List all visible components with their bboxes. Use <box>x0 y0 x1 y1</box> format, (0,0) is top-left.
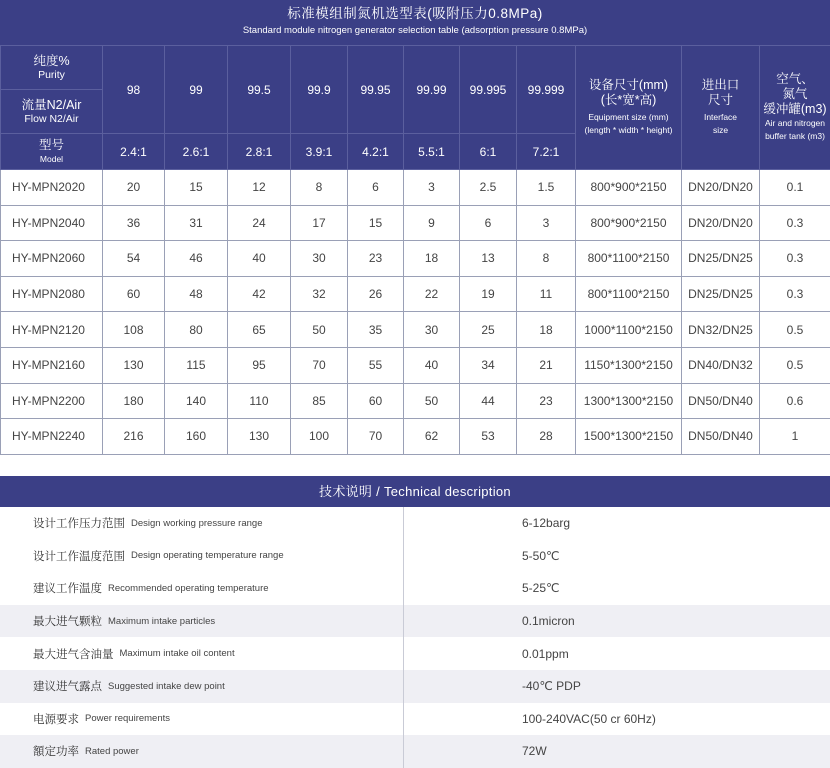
flow-header-cell <box>1 90 103 134</box>
interface-label-cn: 进出口 <box>701 78 740 92</box>
size-cell: 1000*1100*2150 <box>576 312 682 348</box>
flow-cell: 130 <box>228 419 291 455</box>
interface-cell: DN50/DN40 <box>682 419 760 455</box>
flow-cell: 216 <box>103 419 165 455</box>
flow-cell: 13 <box>460 241 517 277</box>
interface-label-en: Interface <box>703 112 738 122</box>
ratio-cell: 2.4:1 <box>103 134 165 170</box>
interface-label-cn-2: 尺寸 <box>707 93 733 107</box>
ratio-cell: 5.5:1 <box>404 134 460 170</box>
model-label-en: Model <box>39 153 64 164</box>
spec-value: 6-12barg <box>522 516 571 531</box>
flow-cell: 42 <box>228 276 291 312</box>
size-label-en: Equipment size (mm) <box>588 112 669 122</box>
flow-cell: 54 <box>103 241 165 277</box>
tank-label-cn-2: 氮气 <box>782 87 808 101</box>
flow-cell: 1.5 <box>517 170 576 206</box>
flow-cell: 110 <box>228 383 291 419</box>
flow-cell: 6 <box>348 170 404 206</box>
ratio-cell: 7.2:1 <box>517 134 576 170</box>
flow-cell: 60 <box>103 276 165 312</box>
flow-cell: 60 <box>348 383 404 419</box>
flow-cell: 180 <box>103 383 165 419</box>
technical-description-heading: 技术说明 / Technical description <box>0 476 830 507</box>
table-row <box>1 241 830 277</box>
flow-cell: 31 <box>165 205 228 241</box>
flow-cell: 115 <box>165 347 228 383</box>
flow-cell: 160 <box>165 419 228 455</box>
model-cell: HY-MPN2080 <box>1 276 103 312</box>
flow-cell: 21 <box>517 347 576 383</box>
spec-label-cn: 建议进气露点 <box>33 681 102 694</box>
tank-cell: 0.6 <box>760 383 830 419</box>
spec-label-cn: 額定功率 <box>33 746 79 759</box>
tank-label-cn: 空气、 <box>776 72 814 86</box>
spec-value: 5-25℃ <box>522 581 560 596</box>
tank-cell: 0.5 <box>760 347 830 383</box>
ratio-cell: 3.9:1 <box>291 134 348 170</box>
flow-cell: 100 <box>291 419 348 455</box>
model-cell: HY-MPN2160 <box>1 347 103 383</box>
spec-label-en: Design operating temperature range <box>131 550 284 562</box>
interface-cell: DN20/DN20 <box>682 170 760 206</box>
table-row <box>1 312 830 348</box>
interface-cell: DN40/DN32 <box>682 347 760 383</box>
spec-row <box>0 540 830 573</box>
purity-header-cell <box>1 46 103 90</box>
purity-col-header: 99.95 <box>348 46 404 134</box>
flow-cell: 6 <box>460 205 517 241</box>
model-header-cell <box>1 134 103 170</box>
purity-col-header: 99.995 <box>460 46 517 134</box>
flow-cell: 30 <box>404 312 460 348</box>
size-cell: 1150*1300*2150 <box>576 347 682 383</box>
flow-cell: 108 <box>103 312 165 348</box>
purity-col-header: 99.99 <box>404 46 460 134</box>
flow-cell: 9 <box>404 205 460 241</box>
flow-label-en: Flow N2/Air <box>24 112 79 125</box>
spec-label-cn: 电源要求 <box>33 713 79 726</box>
flow-cell: 65 <box>228 312 291 348</box>
table-title-cn: 标准模组制氮机选型表(吸附压力0.8MPa) <box>287 6 543 21</box>
model-label-cn: 型号 <box>38 137 64 152</box>
interface-cell: DN25/DN25 <box>682 241 760 277</box>
model-cell: HY-MPN2020 <box>1 170 103 206</box>
purity-label-cn: 纯度% <box>33 53 70 68</box>
flow-cell: 23 <box>348 241 404 277</box>
spec-row <box>0 572 830 605</box>
flow-cell: 23 <box>517 383 576 419</box>
size-label-cn-dims: (长*宽*高) <box>600 93 657 107</box>
tank-cell: 0.1 <box>760 170 830 206</box>
purity-col-header: 99 <box>165 46 228 134</box>
interface-label-en-2: size <box>712 125 729 135</box>
table-row <box>1 419 830 455</box>
interface-cell: DN50/DN40 <box>682 383 760 419</box>
flow-cell: 3 <box>517 205 576 241</box>
size-label-en-dims: (length * width * height) <box>584 125 673 135</box>
table-row <box>1 347 830 383</box>
model-cell: HY-MPN2240 <box>1 419 103 455</box>
size-label-cn: 设备尺寸(mm) <box>588 78 669 92</box>
spec-label-en: Suggested intake dew point <box>108 680 225 692</box>
spec-label-cn: 最大进气含油量 <box>33 648 114 661</box>
spec-label-cn: 最大进气颗粒 <box>33 616 102 629</box>
flow-cell: 35 <box>348 312 404 348</box>
model-cell: HY-MPN2060 <box>1 241 103 277</box>
flow-cell: 80 <box>165 312 228 348</box>
table-title-bar <box>0 0 830 45</box>
flow-cell: 53 <box>460 419 517 455</box>
flow-cell: 8 <box>517 241 576 277</box>
model-cell: HY-MPN2200 <box>1 383 103 419</box>
purity-col-header: 99.999 <box>517 46 576 134</box>
flow-cell: 130 <box>103 347 165 383</box>
flow-cell: 62 <box>404 419 460 455</box>
purity-label-en: Purity <box>38 68 65 81</box>
spec-row <box>0 735 830 768</box>
ratio-cell: 2.8:1 <box>228 134 291 170</box>
tank-label-en-2: buffer tank (m3) <box>765 131 825 141</box>
size-cell: 800*900*2150 <box>576 205 682 241</box>
spec-label-en: Maximum intake oil content <box>119 648 235 660</box>
spec-label-cn: 设计工作温度范围 <box>33 550 125 563</box>
spec-label-en: Maximum intake particles <box>108 615 216 627</box>
spec-value: 0.01ppm <box>522 646 569 661</box>
flow-cell: 11 <box>517 276 576 312</box>
tank-cell: 0.3 <box>760 276 830 312</box>
spec-value: 100-240VAC(50 cr 60Hz) <box>522 711 656 726</box>
table-row <box>1 170 830 206</box>
size-cell: 800*1100*2150 <box>576 276 682 312</box>
flow-cell: 36 <box>103 205 165 241</box>
flow-cell: 50 <box>404 383 460 419</box>
flow-cell: 24 <box>228 205 291 241</box>
flow-cell: 26 <box>348 276 404 312</box>
tank-label-cn-3: 缓冲罐(m3) <box>763 102 827 116</box>
flow-cell: 95 <box>228 347 291 383</box>
spec-row <box>0 637 830 670</box>
flow-cell: 48 <box>165 276 228 312</box>
flow-cell: 18 <box>404 241 460 277</box>
flow-cell: 40 <box>228 241 291 277</box>
tank-cell: 0.3 <box>760 241 830 277</box>
spec-label-cn: 设计工作压力范围 <box>33 518 125 531</box>
interface-cell: DN25/DN25 <box>682 276 760 312</box>
flow-cell: 34 <box>460 347 517 383</box>
spec-label-en: Design working pressure range <box>131 517 263 529</box>
spec-value: 0.1micron <box>522 614 575 629</box>
spec-row <box>0 507 830 540</box>
model-cell: HY-MPN2120 <box>1 312 103 348</box>
ratio-cell: 2.6:1 <box>165 134 228 170</box>
size-cell: 1500*1300*2150 <box>576 419 682 455</box>
table-title-en: Standard module nitrogen generator selection table (adsorption pressure 0.8MPa) <box>242 25 588 36</box>
flow-cell: 85 <box>291 383 348 419</box>
purity-col-header: 98 <box>103 46 165 134</box>
table-row <box>1 205 830 241</box>
flow-label-cn: 流量N2/Air <box>21 97 82 112</box>
flow-cell: 17 <box>291 205 348 241</box>
flow-cell: 140 <box>165 383 228 419</box>
flow-cell: 19 <box>460 276 517 312</box>
flow-cell: 55 <box>348 347 404 383</box>
model-cell: HY-MPN2040 <box>1 205 103 241</box>
flow-cell: 15 <box>348 205 404 241</box>
spec-label-cn: 建议工作温度 <box>33 583 102 596</box>
flow-cell: 8 <box>291 170 348 206</box>
size-cell: 1300*1300*2150 <box>576 383 682 419</box>
spec-value: 72W <box>522 744 547 759</box>
technical-description-list <box>0 507 830 768</box>
spec-label-en: Power requirements <box>85 713 171 725</box>
tank-label-en: Air and nitrogen <box>764 118 825 128</box>
spec-row <box>0 670 830 703</box>
spec-label-en: Recommended operating temperature <box>108 582 269 594</box>
flow-cell: 30 <box>291 241 348 277</box>
selection-table <box>0 45 830 455</box>
tank-header-cell <box>760 46 830 170</box>
tank-cell: 1 <box>760 419 830 455</box>
spec-value: 5-50℃ <box>522 548 560 563</box>
interface-cell: DN32/DN25 <box>682 312 760 348</box>
flow-cell: 20 <box>103 170 165 206</box>
size-cell: 800*900*2150 <box>576 170 682 206</box>
ratio-cell: 4.2:1 <box>348 134 404 170</box>
flow-cell: 22 <box>404 276 460 312</box>
flow-cell: 32 <box>291 276 348 312</box>
flow-cell: 70 <box>291 347 348 383</box>
spec-label-en: Rated power <box>85 745 139 757</box>
flow-cell: 44 <box>460 383 517 419</box>
flow-cell: 46 <box>165 241 228 277</box>
flow-cell: 70 <box>348 419 404 455</box>
flow-cell: 15 <box>165 170 228 206</box>
ratio-cell: 6:1 <box>460 134 517 170</box>
size-cell: 800*1100*2150 <box>576 241 682 277</box>
purity-col-header: 99.9 <box>291 46 348 134</box>
tank-cell: 0.5 <box>760 312 830 348</box>
flow-cell: 50 <box>291 312 348 348</box>
flow-cell: 40 <box>404 347 460 383</box>
flow-cell: 18 <box>517 312 576 348</box>
flow-cell: 28 <box>517 419 576 455</box>
purity-col-header: 99.5 <box>228 46 291 134</box>
flow-cell: 2.5 <box>460 170 517 206</box>
flow-cell: 12 <box>228 170 291 206</box>
flow-cell: 25 <box>460 312 517 348</box>
spec-row <box>0 703 830 736</box>
flow-cell: 3 <box>404 170 460 206</box>
tank-cell: 0.3 <box>760 205 830 241</box>
spec-value: -40℃ PDP <box>522 679 581 694</box>
interface-header-cell <box>682 46 760 170</box>
table-row <box>1 276 830 312</box>
size-header-cell <box>576 46 682 170</box>
table-row <box>1 383 830 419</box>
interface-cell: DN20/DN20 <box>682 205 760 241</box>
spec-row <box>0 605 830 638</box>
